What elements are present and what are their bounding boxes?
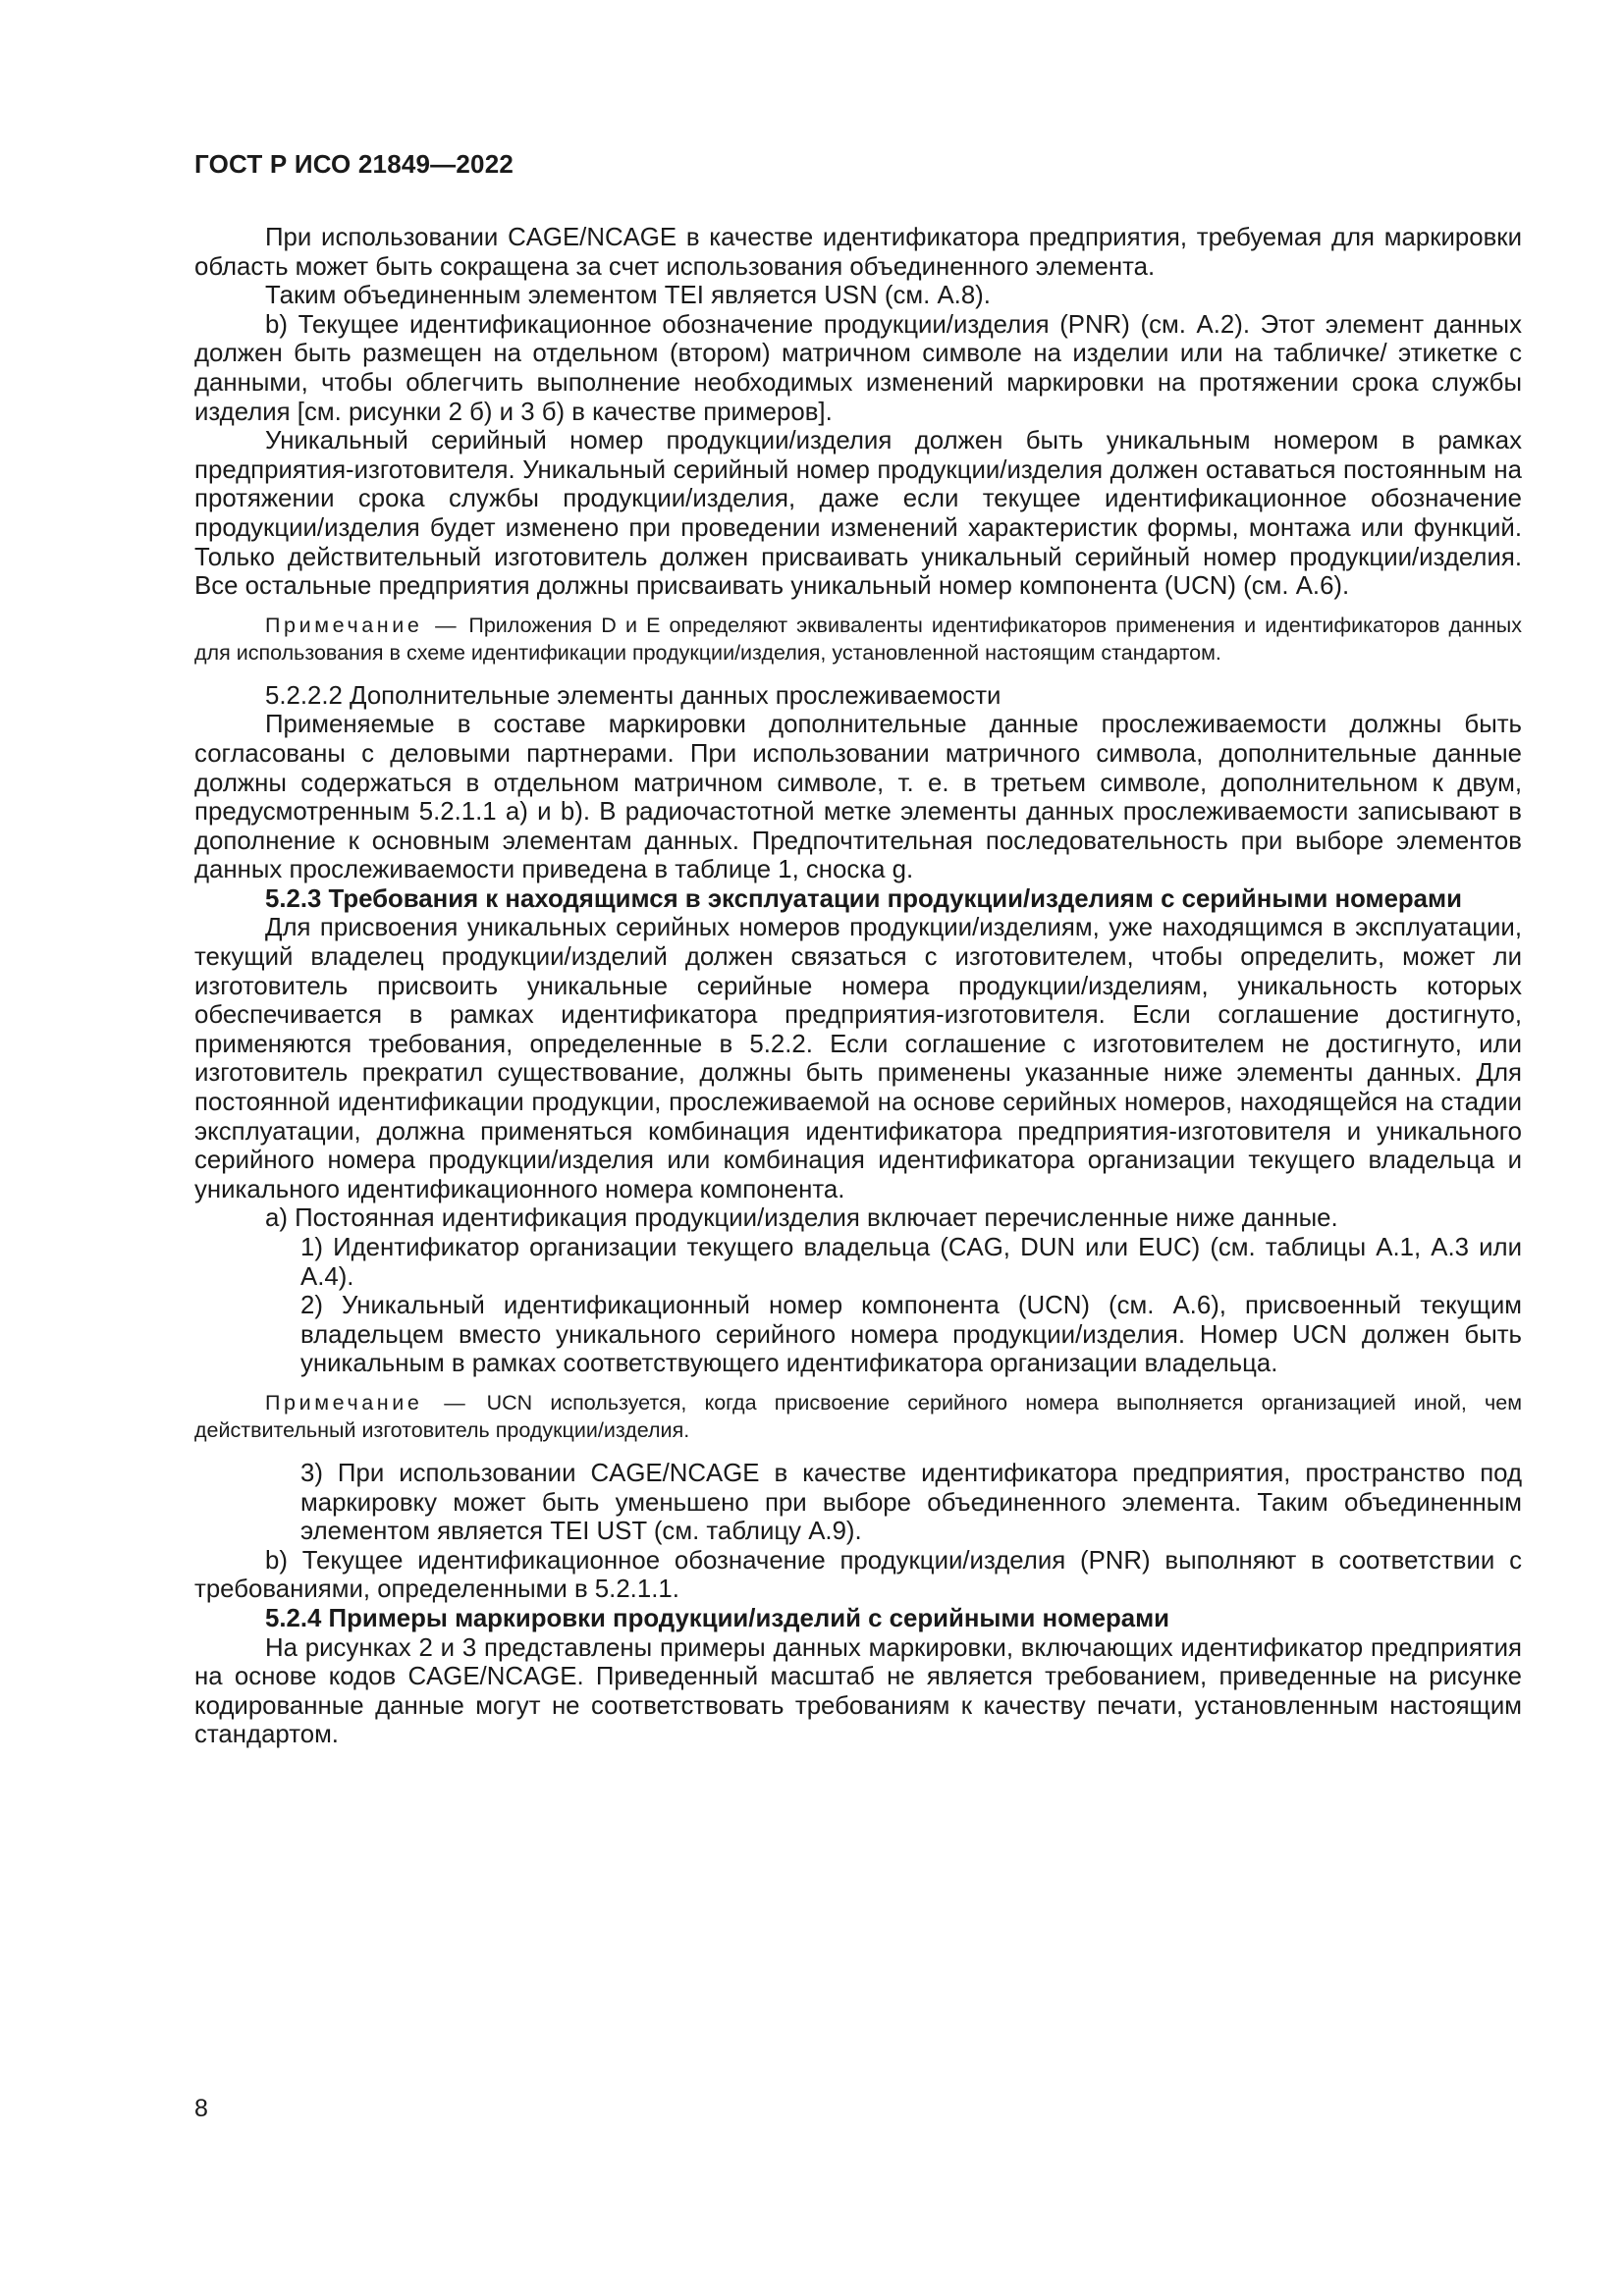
list-subitem: 1) Идентификатор организации текущего владельца (CAG, DUN или EUC) (см. таблицы А.1, А.3 или А.4). <box>300 1234 1522 1291</box>
paragraph: Уникальный серийный номер продукции/изделия должен быть уникальным номером в рамках предприятия-изготовителя. Уникальный серийный номер продукции/изделия должен оставаться постоянным на протяжении срока службы продукции/изделия, даже если текущее идентификационное обозначение продукции/изделия будет изменено при проведении изменений характеристик формы, монтажа или функций. Только действительный изготовитель должен присваивать уникальный серийный номер продукции/изделия. Все остальные предприятия должны присваивать уникальный номер компонента (UCN) (см. А.6). <box>194 427 1522 601</box>
paragraph: Для присвоения уникальных серийных номеров продукции/изделиям, уже находящимся в эксплуатации, текущий владелец продукции/изделий должен связаться с изготовителем, чтобы определить, может ли изготовитель присвоить уникальные серийные номера продукции/изделиям, уникальность которых обеспечивается в рамках идентификатора предприятия-изготовителя. Если соглашение достигнуто, применяются требования, определенные в 5.2.2. Если соглашение с изготовителем не достигнуто, или изготовитель прекратил существование, должны быть применены указанные ниже элементы данных. Для постоянной идентификации продукции, прослеживаемой на основе серийных номеров, находящейся на стадии эксплуатации, должна применяться комбинация идентификатора предприятия-изготовителя и уникального серийного номера продукции/изделия или комбинация идентификатора организации текущего владельца и уникального идентификационного номера компонента. <box>194 914 1522 1203</box>
list-item: b) Текущее идентификационное обозначение продукции/изделия (PNR) выполняют в соответствии с требованиями, определенными в 5.2.1.1. <box>194 1546 1522 1604</box>
note-label: Примечание — <box>265 613 460 637</box>
section-heading: 5.2.4 Примеры маркировки продукции/изделий с серийными номерами <box>265 1604 1170 1632</box>
paragraph: Таким объединенным элементом TEI является USN (см. А.8). <box>265 282 991 310</box>
list-item: а) Постоянная идентификация продукции/изделия включает перечисленные ниже данные. <box>265 1204 1338 1233</box>
document-body <box>194 224 1522 1750</box>
paragraph: На рисунках 2 и 3 представлены примеры данных маркировки, включающих идентификатор предприятия на основе кодов CAGE/NCAGE. Приведенный масштаб не является требованием, приведенные на рисунке кодированные данные могут не соответствовать требованиям к качеству печати, установленным настоящим стандартом. <box>194 1633 1522 1749</box>
page-number: 8 <box>194 2095 208 2122</box>
list-subitem: 2) Уникальный идентификационный номер компонента (UCN) (см. А.6), присвоенный текущим владельцем вместо уникального серийного номера продукции/изделия. Номер UCN должен быть уникальным в рамках соответствующего идентификатора организации владельца. <box>300 1292 1522 1378</box>
note-text: UCN используется, когда присвоение серийного номера выполняется организацией иной, чем действительный изготовитель продукции/изделия. <box>194 1390 1522 1442</box>
note-text: Приложения D и Е определяют эквиваленты идентификаторов применения и идентификаторов данных для использования в схеме идентификации продукции/изделия, установленной настоящим стандартом. <box>194 613 1522 665</box>
subsection-heading: 5.2.2.2 Дополнительные элементы данных прослеживаемости <box>265 681 1001 710</box>
paragraph: Применяемые в составе маркировки дополнительные данные прослеживаемости должны быть согласованы с деловыми партнерами. При использовании матричного символа, дополнительные данные должны содержаться в отдельном матричном символе, т. е. в третьем символе, дополнительном к двум, предусмотренным 5.2.1.1 а) и b). В радиочастотной метке элементы данных прослеживаемости записывают в дополнение к основным элементам данных. Предпочтительная последовательность при выборе элементов данных прослеживаемости приведена в таблице 1, сноска g. <box>194 711 1522 884</box>
paragraph: При использовании CAGE/NCAGE в качестве идентификатора предприятия, требуемая для маркировки область может быть сокращена за счет использования объединенного элемента. <box>194 224 1522 281</box>
note <box>194 612 1522 667</box>
note <box>194 1389 1522 1444</box>
page-header: ГОСТ Р ИСО 21849—2022 <box>194 149 514 179</box>
paragraph: b) Текущее идентификационное обозначение продукции/изделия (PNR) (см. А.2). Этот элемент данных должен быть размещен на отдельном (втором) матричном символе на изделии или на табличке/ этикетке с данными, чтобы облегчить выполнение необходимых изменений маркировки на протяжении срока службы изделия [см. рисунки 2 б) и 3 б) в качестве примеров]. <box>194 310 1522 426</box>
list-subitem: 3) При использовании CAGE/NCAGE в качестве идентификатора предприятия, пространство под маркировку может быть уменьшено при выборе объединенного элемента. Таким объединенным элементом является TEI UST (см. таблицу А.9). <box>300 1459 1522 1546</box>
section-heading: 5.2.3 Требования к находящимся в эксплуатации продукции/изделиям с серийными номерами <box>265 884 1462 913</box>
note-label: Примечание — <box>265 1390 469 1415</box>
